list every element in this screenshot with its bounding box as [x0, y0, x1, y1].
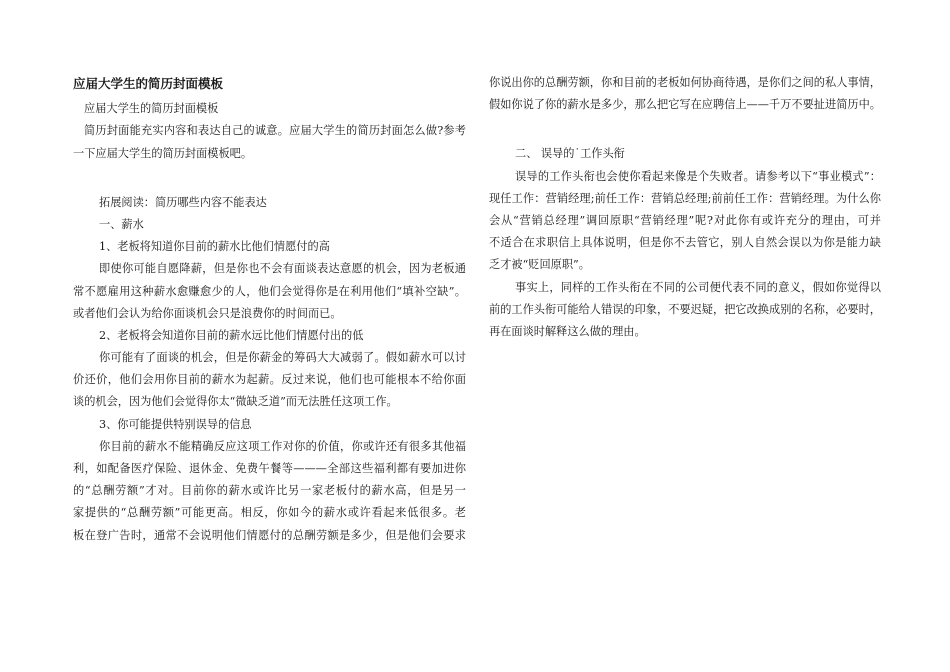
left-column [73, 72, 466, 547]
text-line: 再在面谈时解释这么做的理由。 [489, 324, 646, 338]
text-line: 误导的工作头衔也会使你看起来像是个失败者。请参考以下“事业模式”： [515, 169, 881, 183]
text-line: 应届大学生的简历封面模板 [84, 102, 219, 116]
text-line: 2、老板将会知道你目前的薪水远比他们情愿付出的低 [99, 328, 364, 342]
text-line: 你可能有了面谈的机会，但是你薪金的筹码大大减弱了。假如薪水可以讨 [99, 351, 466, 365]
text-line: 一下应届大学生的简历封面模板吧。 [73, 146, 253, 160]
text-line: 一、薪水 [99, 217, 144, 231]
text-line: 谈的机会，因为他们会觉得你太“微缺乏道”而无法胜任这项工作。 [73, 395, 398, 409]
left-column-body [73, 98, 466, 547]
text-line: 1、老板将知道你目前的薪水比他们情愿付的高 [99, 240, 330, 254]
text-line: 你说出你的总酬劳额，你和目前的老板如何协商待遇，是你们之间的私人事情， [489, 76, 881, 89]
text-line: 二、 误导的˙工作头衔 [515, 147, 625, 161]
text-line: 利，如配备医疗保险、退休金、免费午餐等———全部这些福利都有要加进你 [73, 462, 466, 475]
paragraph-gap [489, 116, 881, 143]
text-line: 板在登广告时，通常不会说明他们情愿付的总酬劳额是多少，但是他们会要求 [73, 528, 466, 542]
text-line: 拓展阅读：简历哪些内容不能表达 [99, 195, 267, 209]
text-line: 你目前的薪水不能精确反应这项工作对你的价值，你或许还有很多其他福 [99, 439, 466, 453]
text-line: 常不愿雇用这种薪水愈赚愈少的人，他们会觉得你是在利用他们“填补空缺”。 [73, 284, 466, 298]
right-column-body [489, 72, 881, 343]
right-column [489, 72, 881, 343]
text-line: 即使你可能自愿降薪，但是你也不会有面谈表达意愿的机会，因为老板通 [99, 262, 466, 276]
text-line: 3、你可能提供特别误导的信息 [99, 417, 252, 431]
text-line: 前的工作头衔可能给人错误的印象，不要迟疑，把它改换成别的名称，必要时， [489, 302, 881, 316]
paragraph-gap [73, 165, 466, 192]
text-line: 事实上，同样的工作头衔在不同的公司便代表不同的意义，假如你觉得以 [515, 280, 881, 294]
text-line: 会从“营销总经理”调回原职“营销经理”呢?对此你有或许充分的理由，可并 [489, 213, 881, 227]
document-title: 应届大学生的简历封面模板 [73, 76, 224, 91]
text-line: 的“总酬劳额”才对。目前你的薪水或许比另一家老板付的薪水高，但是另一 [73, 484, 466, 498]
text-line: 价还价，他们会用你目前的薪水为起薪。反过来说，他们也可能根本不给你面 [73, 373, 466, 387]
text-line: 假如你说了你的薪水是多少，那么把它写在应聘信上——千万不要扯进简历中。 [489, 98, 881, 112]
text-line: 家提供的“总酬劳额”可能更高。相反，你如今的薪水或许看起来低很多。老 [73, 506, 466, 520]
text-line: 或者他们会认为给你面谈机会只是浪费你的时间而已。 [73, 306, 342, 320]
text-line: 乏才被“贬回原职”。 [489, 258, 590, 272]
text-line: 简历封面能充实内容和表达自己的诚意。应届大学生的简历封面怎么做?参考 [84, 124, 466, 138]
text-line: 现任工作：营销经理;前任工作：营销总经理;前前任工作：营销经理。为什么你 [489, 191, 881, 205]
text-line: 不适合在求职信上具体说明，但是你不去管它，别人自然会误以为你是能力缺 [489, 236, 881, 250]
